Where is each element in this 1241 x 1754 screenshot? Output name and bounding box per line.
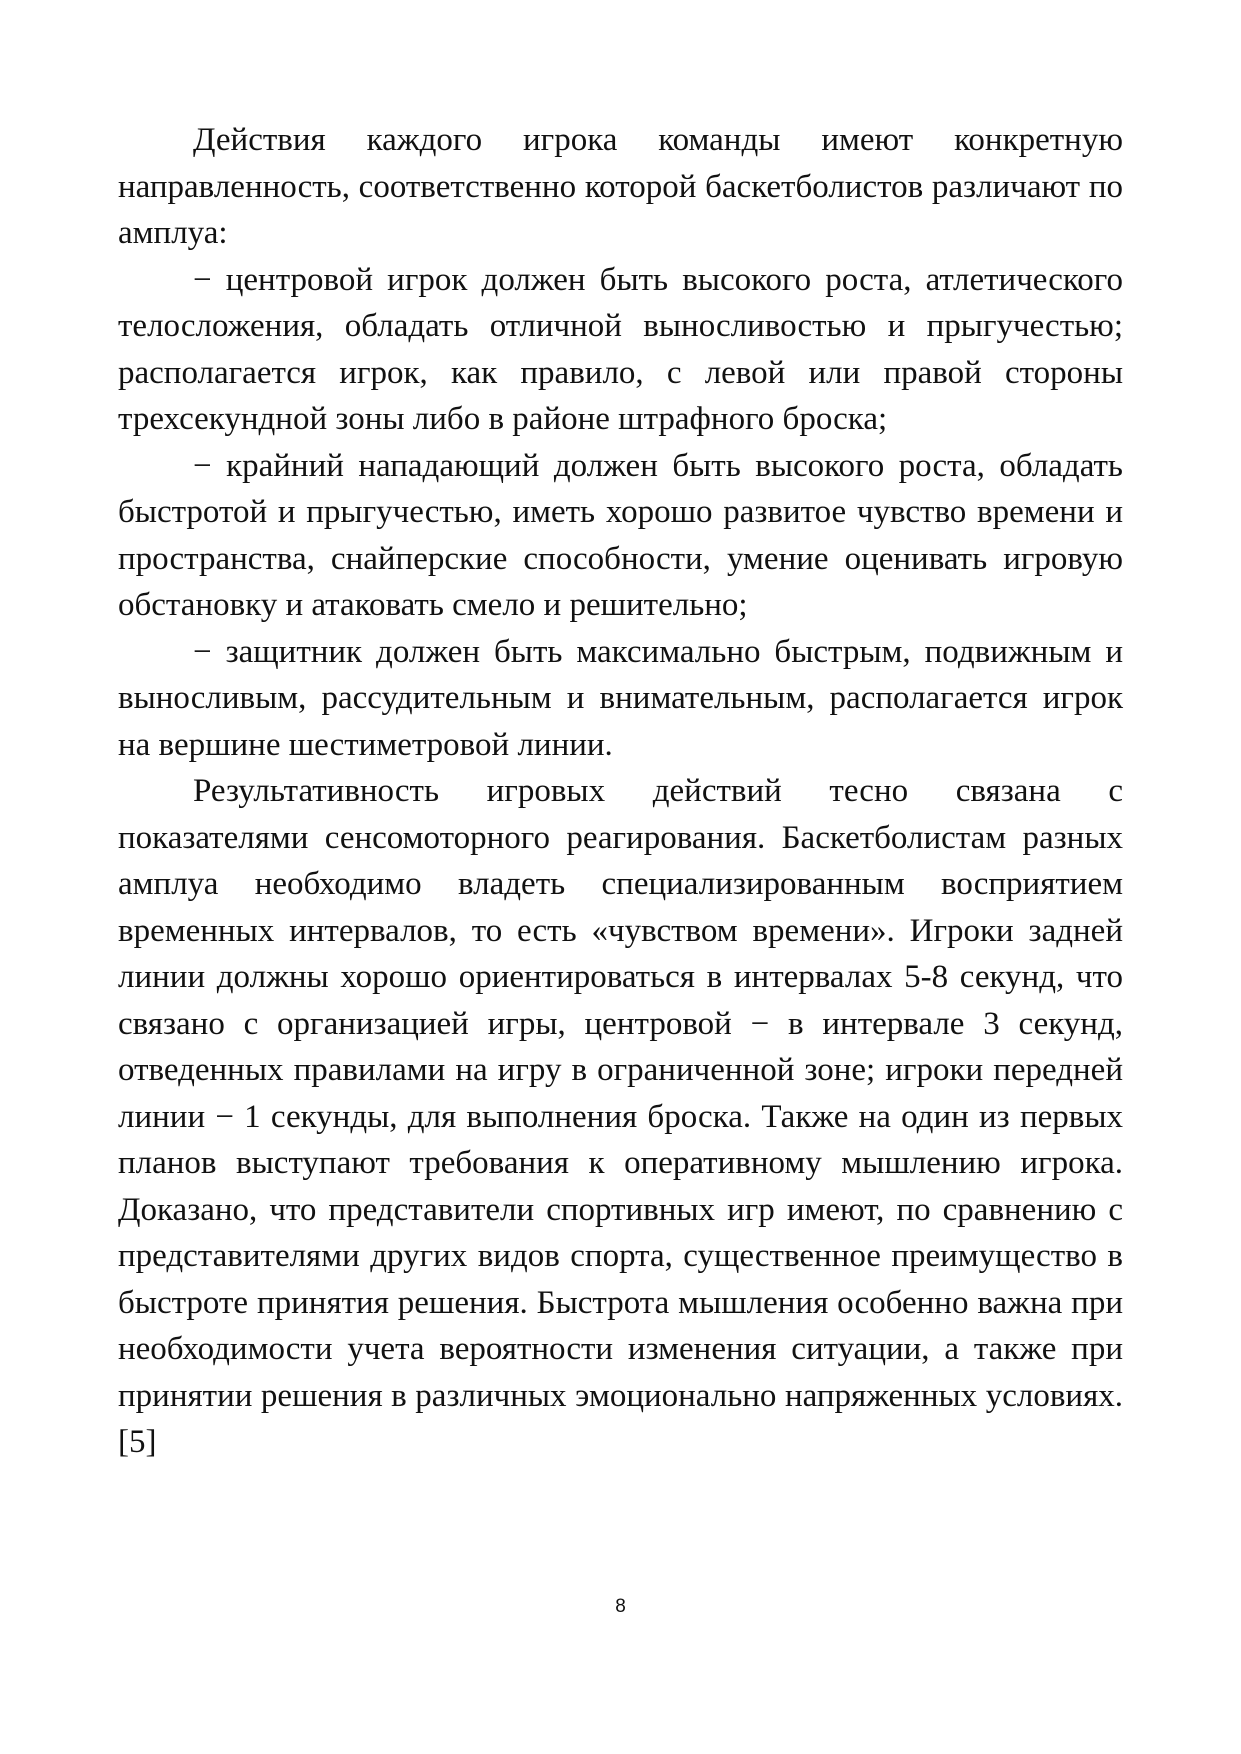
paragraph-intro: Действия каждого игрока команды имеют конкретную направленность, соответственно которой баскетболистов различают по амплуа:	[118, 122, 1123, 251]
paragraph-performance: Результативность игровых действий тесно связана с показателями сенсомоторного реагирования. Баскетболистам разных амплуа необходимо владеть специализированным восприятием временных интервалов, то есть «чувством времени». Игроки задней линии должны хорошо ориентироваться в интервалах 5-8 секунд, что связано с организацией игры, центровой − в интервале 3 секунд, отведенных правилами на игру в ограниченной зоне; игроки передней линии − 1 секунды, для выполнения броска. Также на один из первых планов выступают требования к оперативному мышлению игрока. Доказано, что представители спортивных игр имеют, по сравнению с представителями других видов спорта, существенное преимущество в быстроте принятия решения. Быстрота мышления особенно важна при необходимости учета вероятности изменения ситуации, а также при принятии решения в различных эмоционально напряженных условиях. [5]	[118, 773, 1123, 1460]
body-text	[118, 117, 1123, 1466]
paragraph-center-player: − центровой игрок должен быть высокого роста, атлетического телосложения, обладать отличной выносливостью и прыгучестью; располагается игрок, как правило, с левой или правой стороны трехсекундной зоны либо в районе штрафного броска;	[118, 261, 1123, 437]
paragraph-guard-player: − защитник должен быть максимально быстрым, подвижным и выносливым, рассудительным и внимательным, располагается игрок на вершине шестиметровой линии.	[118, 633, 1123, 763]
page-number: 8	[615, 1596, 626, 1617]
paragraph-forward-player: − крайний нападающий должен быть высокого роста, обладать быстротой и прыгучестью, иметь хорошо развитое чувство времени и пространства, снайперские способности, умение оценивать игровую обстановку и атаковать смело и решительно;	[118, 447, 1123, 623]
